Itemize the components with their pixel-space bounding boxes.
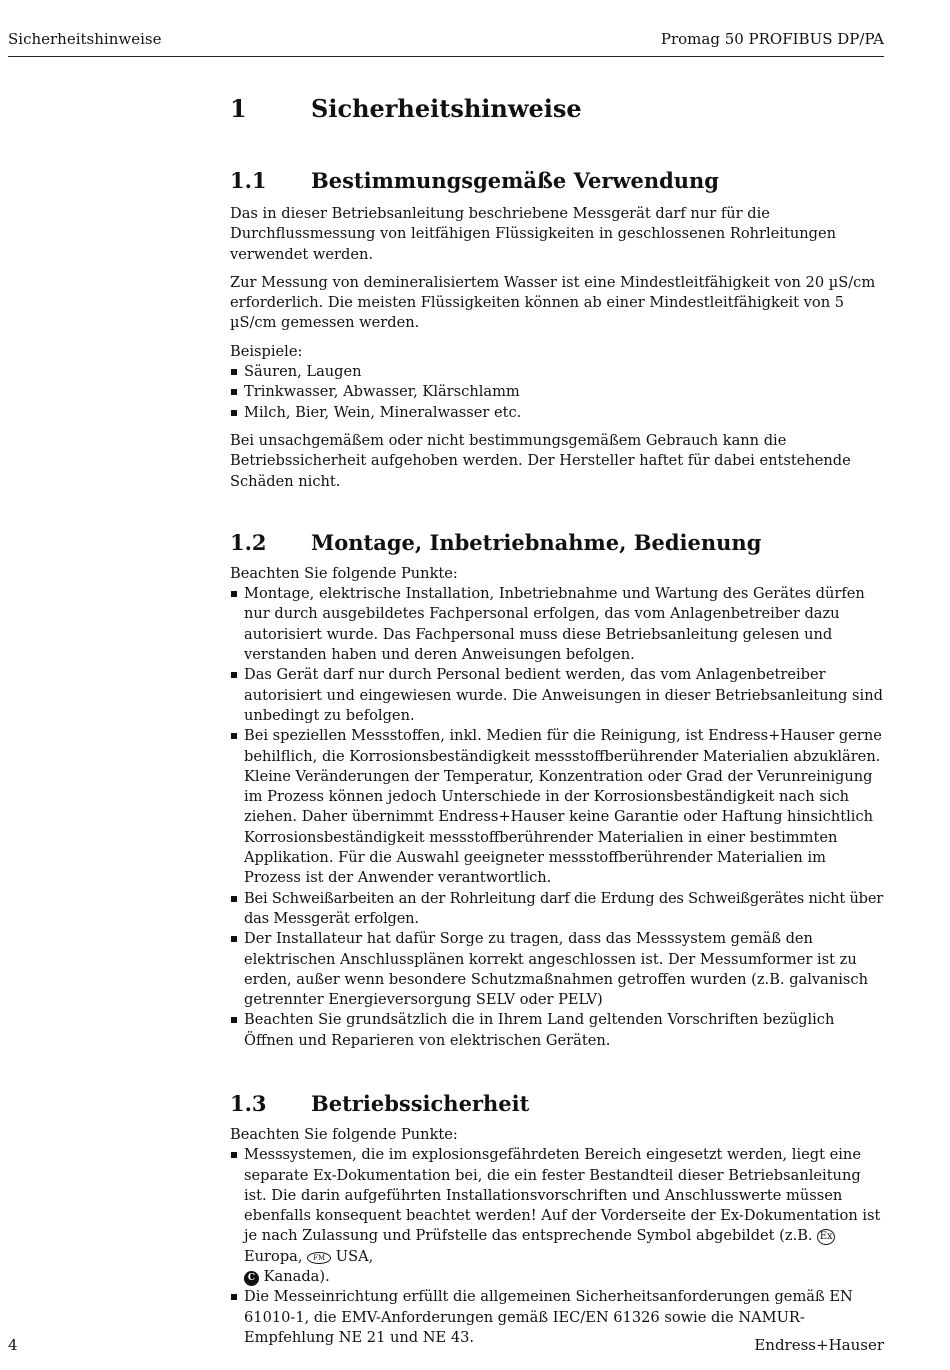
- list-item: Trinkwasser, Abwasser, Klärschlamm: [230, 382, 885, 402]
- section-heading-1-2: [230, 530, 885, 556]
- chapter-title: Sicherheitshinweise: [311, 94, 582, 123]
- paragraph: Bei unsachgemäßem oder nicht bestimmungsgemäßem Gebrauch kann die Betriebssicherheit aufgehoben werden. Der Hersteller haftet für dabei entstehende Schäden nicht.: [230, 431, 851, 490]
- bullet-icon: [231, 672, 237, 678]
- chapter-heading: [230, 94, 885, 124]
- list-item: Bei speziellen Messstoffen, inkl. Medien für die Reinigung, ist Endress+Hauser gerne behilflich, die Korrosionsbeständigkeit messstoffberührender Materialien abzuklären. Kleine Veränderungen der Temperatur, Konzentration oder Grad der Verunreinigung im Prozess können jedoch Unterschiede in der Korrosionsbeständigkeit nach sich ziehen. Daher übernimmt Endress+Hauser keine Garantie oder Haftung hinsichtlich Korrosionsbeständigkeit messstoffberührender Materialien in einer bestimmten Applikation. Für die Auswahl geeigneter messstoffberührender Materialien im Prozess ist der Anwender verantwortlich.: [230, 726, 885, 888]
- intro-text: Beachten Sie folgende Punkte:: [230, 1125, 458, 1143]
- bullet-icon: [231, 936, 237, 942]
- section-number: 1.1: [230, 168, 267, 193]
- running-header-section: Sicherheitshinweise: [8, 30, 162, 48]
- section-number: 1.3: [230, 1090, 267, 1116]
- bullet-icon: [231, 389, 237, 395]
- paragraph: Zur Messung von demineralisiertem Wasser ist eine Mindestleitfähigkeit von 20 µS/cm erforderlich. Die meisten Flüssigkeiten können ab einer Mindestleitfähigkeit von 5 µS/cm gemessen werden.: [230, 273, 876, 332]
- ex-symbol-icon: Ex: [817, 1229, 835, 1245]
- list-item: Montage, elektrische Installation, Inbetriebnahme und Wartung des Gerätes dürfen nur durch ausgebildetes Fachpersonal erfolgen, das vom Anlagenbetreiber dazu autorisiert wurde. Das Fachpersonal muss diese Betriebsanleitung gelesen und verstanden haben und deren Anweisungen befolgen.: [230, 584, 885, 665]
- header-rule: [8, 56, 884, 57]
- bullet-icon: [231, 1152, 237, 1158]
- section-number: 1.2: [230, 529, 267, 555]
- intro-text: Beachten Sie folgende Punkte:: [230, 564, 458, 582]
- bullet-icon: [231, 410, 237, 416]
- instructions-list: [230, 584, 885, 1051]
- safety-list: [230, 1145, 885, 1348]
- list-item: Das Gerät darf nur durch Personal bedient werden, das vom Anlagenbetreiber autorisiert und eingewiesen wurde. Die Anweisungen in dieser Betriebsanleitung sind unbedingt zu befolgen.: [230, 665, 885, 726]
- list-item: Beachten Sie grundsätzlich die in Ihrem Land geltenden Vorschriften bezüglich Öffnen und Reparieren von elektrischen Geräten.: [230, 1010, 885, 1051]
- paragraph: Das in dieser Betriebsanleitung beschriebene Messgerät darf nur für die Durchflussmessung von leitfähigen Flüssigkeiten in geschlossenen Rohrleitungen verwendet werden.: [230, 205, 836, 263]
- csa-symbol-icon: C: [244, 1271, 259, 1286]
- chapter-number: 1: [230, 94, 247, 123]
- bullet-icon: [231, 896, 237, 902]
- examples-label: Beispiele:: [230, 342, 303, 360]
- bullet-icon: [231, 1294, 237, 1300]
- list-item: Bei Schweißarbeiten an der Rohrleitung darf die Erdung des Schweißgerätes nicht über das Messgerät erfolgen.: [230, 889, 885, 930]
- section-heading-1-3: [230, 1091, 885, 1117]
- bullet-icon: [231, 1017, 237, 1023]
- section-title: Bestimmungsgemäße Verwendung: [311, 168, 719, 193]
- section-title: Montage, Inbetriebnahme, Bedienung: [311, 529, 762, 555]
- section-title: Betriebssicherheit: [311, 1090, 530, 1116]
- fm-symbol-icon: FM: [307, 1252, 331, 1264]
- running-header-product: Promag 50 PROFIBUS DP/PA: [660, 30, 884, 48]
- list-item: Milch, Bier, Wein, Mineralwasser etc.: [230, 403, 885, 423]
- page-content: [230, 90, 885, 1348]
- section-heading-1-1: [230, 168, 885, 194]
- list-item: Die Messeinrichtung erfüllt die allgemeinen Sicherheitsanforderungen gemäß EN 61010-1, die EMV-Anforderungen gemäß IEC/EN 61326 sowie die NAMUR-Empfehlung NE 21 und NE 43.: [230, 1287, 885, 1348]
- bullet-icon: [231, 369, 237, 375]
- bullet-icon: [231, 733, 237, 739]
- bullet-icon: [231, 591, 237, 597]
- list-item: Der Installateur hat dafür Sorge zu tragen, dass das Messsystem gemäß den elektrischen Anschlussplänen korrekt angeschlossen ist. Der Messumformer ist zu erden, außer wenn besondere Schutzmaßnahmen getroffen wurden (z.B. galvanisch getrennter Energieversorgung SELV oder PELV): [230, 929, 885, 1010]
- list-item: Säuren, Laugen: [230, 362, 885, 382]
- page-number: 4: [8, 1336, 18, 1354]
- footer-brand: Endress+Hauser: [754, 1336, 884, 1354]
- examples-list: [230, 362, 885, 423]
- list-item: Messsystemen, die im explosionsgefährdeten Bereich eingesetzt werden, liegt eine separate Ex-Dokumentation bei, die ein fester Bestandteil dieser Betriebsanleitung ist. Die darin aufgeführten Installationsvorschriften und Anschlusswerte müssen ebenfalls konsequent beachtet werden! Auf der Vorderseite der Ex-Dokumentation ist je nach Zulassung und Prüfstelle das entsprechende Symbol abgebildet (z.B. Ex Europa, FM USA, C Kanada).: [230, 1145, 885, 1287]
